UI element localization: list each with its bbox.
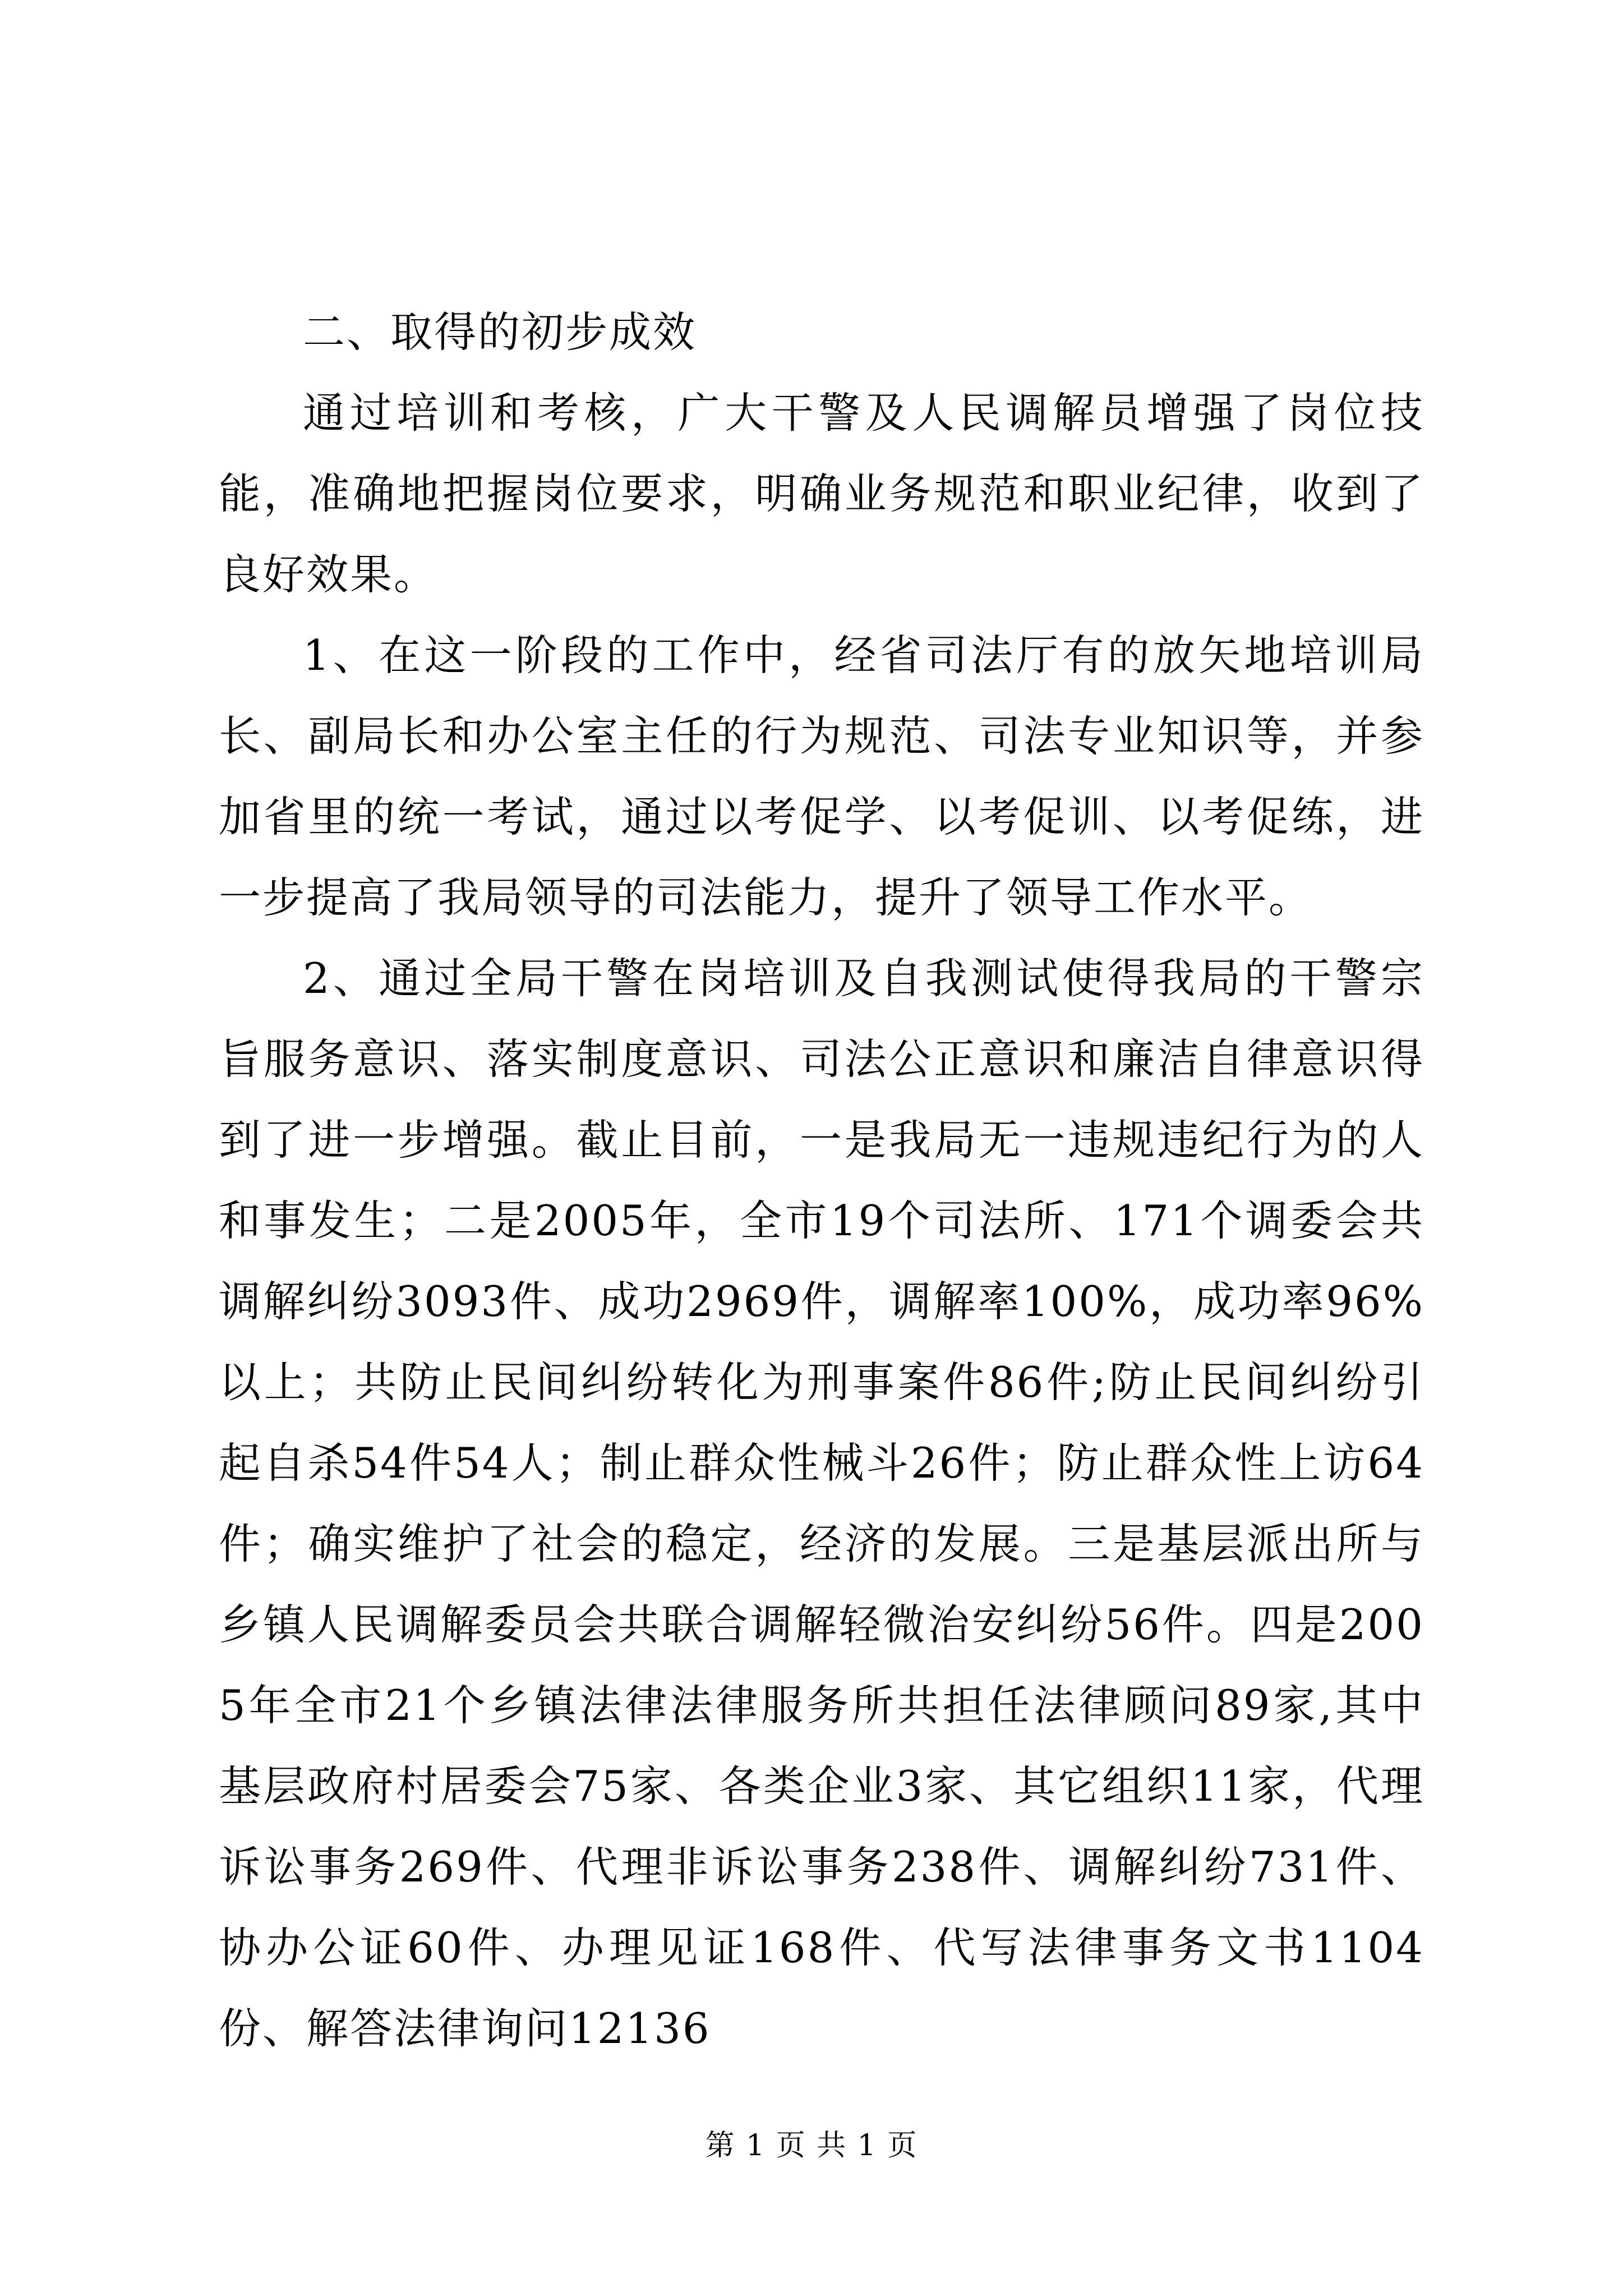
paragraph-intro: 通过培训和考核，广大干警及人民调解员增强了岗位技能，准确地把握岗位要求，明确业务规范和职业纪律，收到了良好效果。 — [219, 388, 1424, 599]
document-body — [219, 292, 1424, 2069]
page-footer: 第 1 页 共 1 页 — [705, 2129, 918, 2162]
section-heading: 二、取得的初步成效 — [303, 307, 697, 357]
paragraph-item-2: 2、通过全局干警在岗培训及自我测试使得我局的干警宗旨服务意识、落实制度意识、司法公正意识和廉洁自律意识得到了进一步增强。截止目前，一是我局无一违规违纪行为的人和事发生；二是2005年，全市19个司法所、171个调委会共调解纠纷3093件、成功2969件，调解率100%，成功率96%以上；共防止民间纠纷转化为刑事案件86件;防止民间纠纷引起自杀54件54人；制止群众性械斗26件；防止群众性上访64件；确实维护了社会的稳定，经济的发展。三是基层派出所与乡镇人民调解委员会共联合调解轻微治安纠纷56件。四是2005年全市21个乡镇法律法律服务所共担任法律顾问89家,其中基层政府村居委会75家、各类企业3家、其它组织11家，代理诉讼事务269件、代理非诉讼事务238件、调解纠纷731件、协办公证60件、办理见证168件、代写法律事务文书1104份、解答法律询问12136 — [219, 954, 1424, 2053]
paragraph-item-1: 1、在这一阶段的工作中，经省司法厅有的放矢地培训局长、副局长和办公室主任的行为规范、司法专业知识等，并参加省里的统一考试，通过以考促学、以考促训、以考促练，进一步提高了我局领导的司法能力，提升了领导工作水平。 — [219, 631, 1424, 922]
